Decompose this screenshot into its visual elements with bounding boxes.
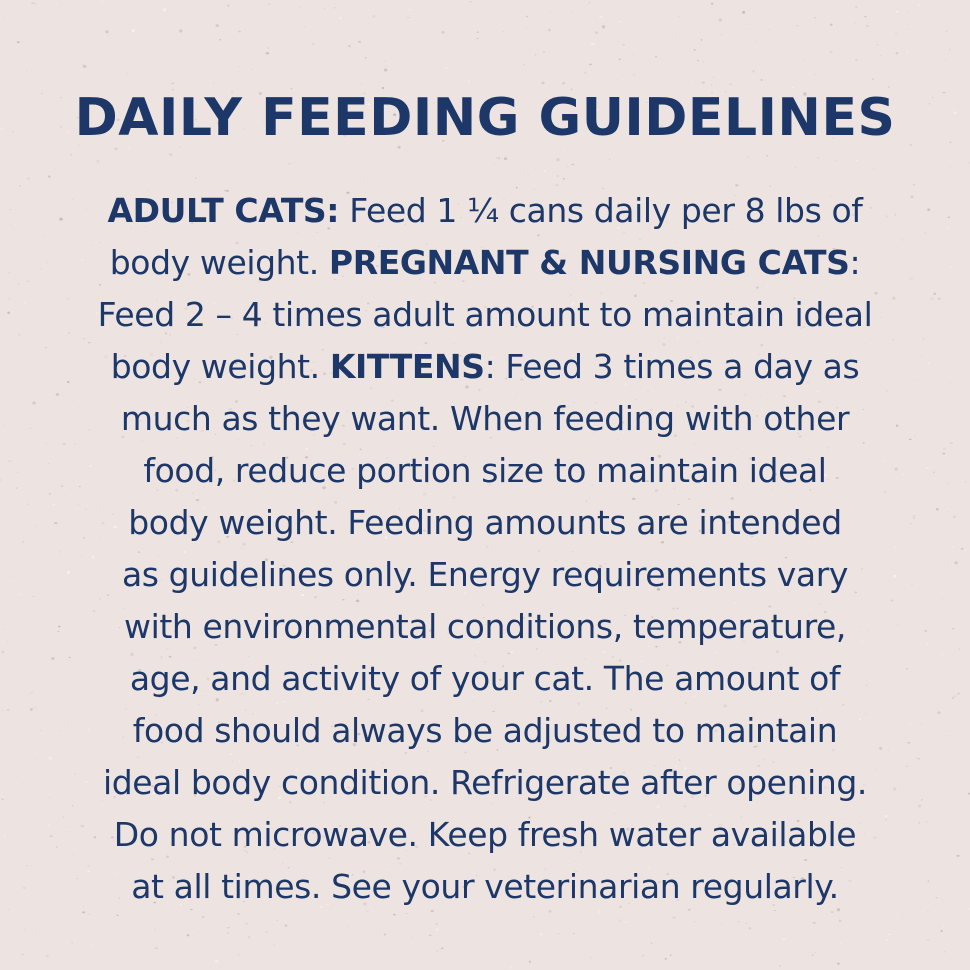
text-line — [0, 601, 970, 653]
text-run: : Feed 3 times a day as — [484, 347, 860, 386]
kittens-label: KITTENS — [329, 347, 485, 386]
text-run: Feed 1 ¼ cans daily per 8 lbs of — [339, 191, 863, 230]
text-run: ideal body condition. Refrigerate after opening. — [102, 763, 868, 802]
text-run: food should always be adjusted to maintain — [132, 711, 838, 750]
text-line — [0, 497, 970, 549]
text-run: at all times. See your veterinarian regularly. — [131, 867, 839, 906]
text-line — [0, 549, 970, 601]
text-run: Do not microwave. Keep fresh water available — [113, 815, 857, 854]
text-line — [0, 705, 970, 757]
text-line — [0, 237, 970, 289]
text-line — [0, 861, 970, 913]
text-run: as guidelines only. Energy requirements vary — [121, 555, 849, 594]
text-run: food, reduce portion size to maintain ideal — [143, 451, 827, 490]
text-line — [0, 393, 970, 445]
text-line — [0, 341, 970, 393]
text-line — [0, 185, 970, 237]
text-run: body weight. — [109, 243, 329, 282]
text-run: body weight. — [110, 347, 330, 386]
text-run: Feed 2 – 4 times adult amount to maintain ideal — [97, 295, 873, 334]
text-line — [0, 653, 970, 705]
text-line — [0, 809, 970, 861]
text-line — [0, 757, 970, 809]
text-line — [0, 289, 970, 341]
text-run: much as they want. When feeding with other — [120, 399, 850, 438]
text-run: with environmental conditions, temperature, — [123, 607, 846, 646]
text-run: body weight. Feeding amounts are intended — [128, 503, 842, 542]
text-line — [0, 445, 970, 497]
text-run: age, and activity of your cat. The amount of — [129, 659, 841, 698]
pregnant-nursing-cats-label: PREGNANT & NURSING CATS — [328, 243, 850, 282]
guidelines-paragraph — [0, 185, 970, 913]
page-title: DAILY FEEDING GUIDELINES — [74, 88, 896, 148]
adult-cats-label: ADULT CATS: — [107, 191, 340, 230]
text-run: : — [849, 243, 861, 282]
